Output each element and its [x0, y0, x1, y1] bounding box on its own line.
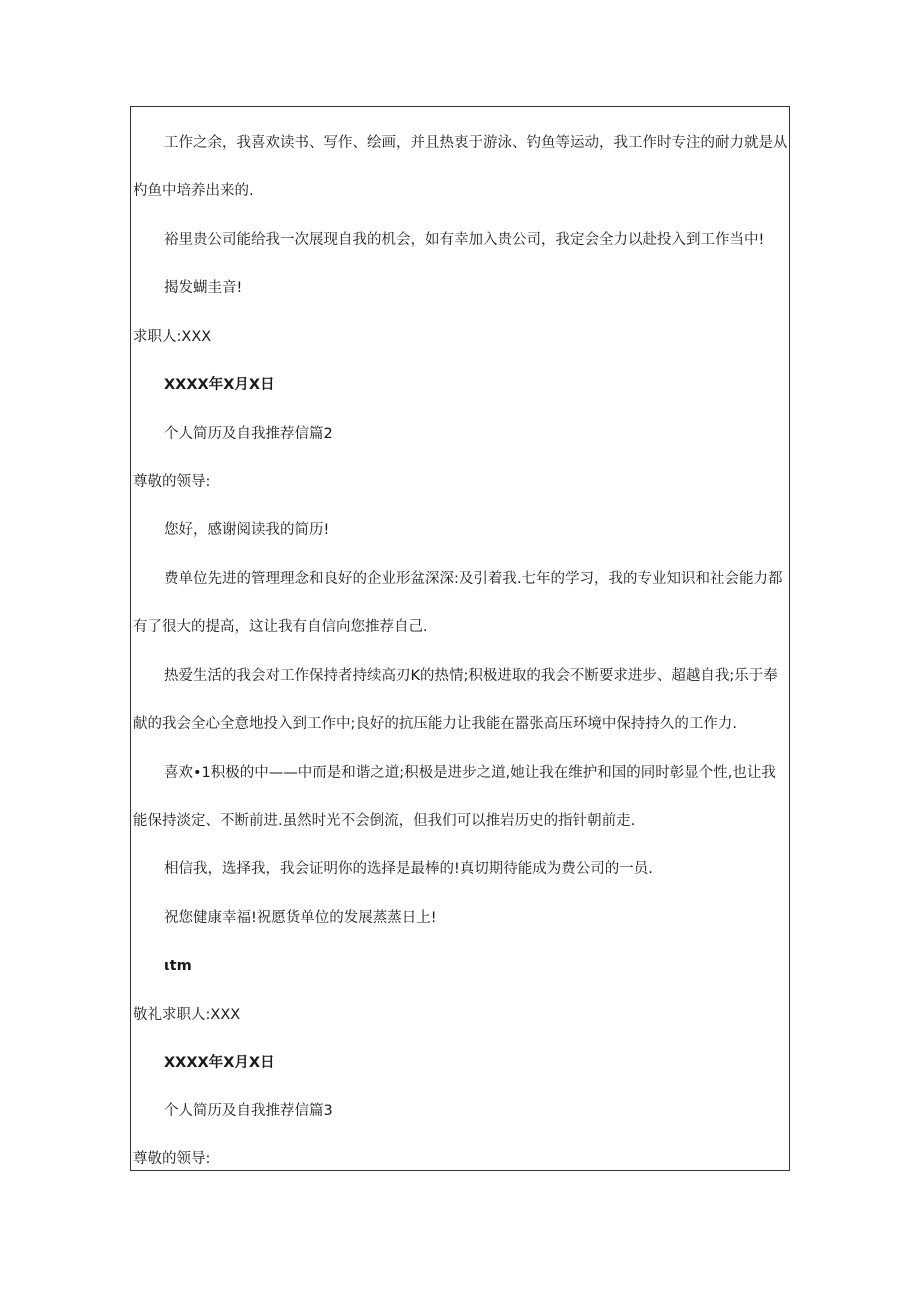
paragraph-trust: 相信我，选择我，我会证明你的选择是最棒的!真切期待能成为费公司的一员. [164, 861, 653, 877]
paragraph-attitude-line-2: 献的我会全心全意地投入到工作中;良好的抗压能力让我能在嚣张高压环境中保持持久的工作力. [133, 716, 737, 732]
paragraph-harmony-line-1: 喜欢•1积极的中——中而是和谐之道;积极是进步之道,她让我在维护和国的同时彰显个性,也让我 [164, 765, 776, 781]
paragraph-attitude-line-1: 热爱生活的我会对工作保持者持续高刃K的热情;积极进取的我会不断要求进步、超越自我;乐于奉 [164, 668, 778, 684]
greeting: 您好，感谢阅读我的简历! [164, 522, 330, 538]
closing-phrase: 揭发蝴圭音! [164, 280, 243, 296]
salutation-3: 尊敬的领导: [133, 1151, 211, 1167]
signature-date-2: XXXX年X月X日 [164, 1055, 275, 1071]
regards-signature: 敬礼求职人:XXX [133, 1007, 241, 1023]
paragraph-hobbies-line-1: 工作之余，我喜欢读书、写作、绘画，并且热衷于游泳、钓鱼等运动，我工作时专注的耐力就是从 [164, 135, 788, 151]
signature-date: XXXX年X月X日 [164, 377, 275, 393]
section-title-3: 个人简历及自我推荐信篇3 [164, 1103, 333, 1119]
paragraph-study-line-1: 费单位先进的管理理念和良好的企业形盆深深:及引着我.七年的学习，我的专业知识和社会能力都 [164, 571, 783, 587]
document-frame [130, 106, 790, 1171]
section-title-2: 个人简历及自我推荐信篇2 [164, 426, 333, 442]
artifact-text: ιtm [164, 958, 192, 974]
paragraph-harmony-line-2: 能保持淡定、不断前进.虽然时光不会倒流，但我们可以推岩历史的指针朝前走. [133, 813, 636, 829]
applicant-signature: 求职人:XXX [133, 329, 212, 345]
paragraph-opportunity: 裕里贵公司能给我一次展现自我的机会，如有幸加入贵公司，我定会全力以赴投入到工作当中! [164, 232, 765, 248]
salutation: 尊敬的领导: [133, 474, 211, 490]
paragraph-study-line-2: 有了很大的提高，这让我有自信向您推荐自己. [133, 619, 428, 635]
paragraph-hobbies-line-2: 杓鱼中培养出来的. [133, 183, 254, 199]
paragraph-wishes: 祝您健康幸福!祝愿货单位的发展蒸蒸日上! [164, 910, 437, 926]
